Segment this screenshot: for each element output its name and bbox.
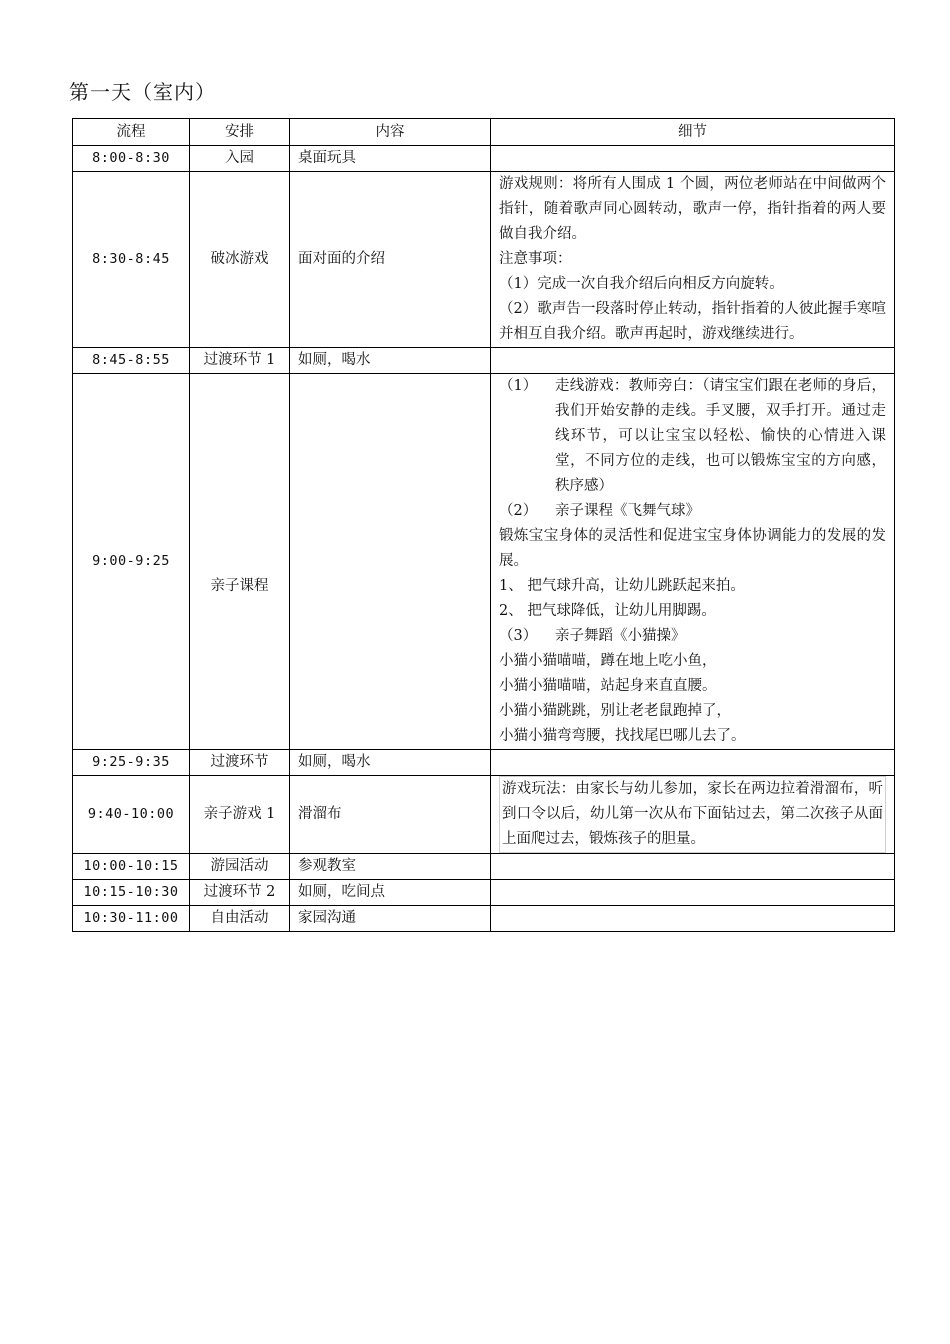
table-row xyxy=(73,906,895,932)
time-cell: 10:30-11:00 xyxy=(73,906,190,932)
table-row xyxy=(73,172,895,348)
arrangement-cell: 过渡环节 1 xyxy=(190,348,290,374)
game-rules: 游戏规则：将所有人围成 1 个圆，两位老师站在中间做两个指针，随着歌声同心圆转动，歌声一停，指针指着的两人要做自我介绍。 xyxy=(499,176,886,242)
details-cell xyxy=(491,750,895,776)
table-row xyxy=(73,348,895,374)
header-process: 流程 xyxy=(73,119,190,146)
time-cell: 9:40-10:00 xyxy=(73,776,190,854)
time-cell: 10:00-10:15 xyxy=(73,854,190,880)
content-cell: 如厕，喝水 xyxy=(290,750,491,776)
item-description: 锻炼宝宝身体的灵活性和促进宝宝身体协调能力的发展的发展。 xyxy=(499,528,886,569)
table-row xyxy=(73,750,895,776)
step-item: 2、 把气球降低，让幼儿用脚踢。 xyxy=(499,603,716,619)
table-row xyxy=(73,146,895,172)
schedule-table xyxy=(72,118,895,932)
header-details: 细节 xyxy=(491,119,895,146)
arrangement-cell: 过渡环节 2 xyxy=(190,880,290,906)
header-row xyxy=(73,119,895,146)
details-cell xyxy=(491,854,895,880)
time-cell: 9:25-9:35 xyxy=(73,750,190,776)
note-item: （1）完成一次自我介绍后向相反方向旋转。 xyxy=(499,276,784,292)
list-item xyxy=(499,374,886,499)
details-cell xyxy=(491,880,895,906)
time-cell: 8:30-8:45 xyxy=(73,172,190,348)
time-cell: 8:45-8:55 xyxy=(73,348,190,374)
time-cell: 10:15-10:30 xyxy=(73,880,190,906)
item-number: （2） xyxy=(499,503,538,519)
content-cell: 面对面的介绍 xyxy=(290,172,491,348)
arrangement-cell: 破冰游戏 xyxy=(190,172,290,348)
page-title: 第一天（室内） xyxy=(69,80,216,104)
details-cell xyxy=(491,776,895,854)
table-row xyxy=(73,374,895,750)
arrangement-cell: 过渡环节 xyxy=(190,750,290,776)
arrangement-cell: 亲子游戏 1 xyxy=(190,776,290,854)
item-text: 亲子课程《飞舞气球》 xyxy=(555,503,700,519)
item-number: （1） xyxy=(499,378,538,394)
time-cell: 8:00-8:30 xyxy=(73,146,190,172)
content-cell: 参观教室 xyxy=(290,854,491,880)
header-arrangement: 安排 xyxy=(190,119,290,146)
table-row xyxy=(73,880,895,906)
game-instructions: 游戏玩法：由家长与幼儿参加，家长在两边拉着滑溜布，听到口令以后，幼儿第一次从布下面钻过去，第二次孩子从面上面爬过去，锻炼孩子的胆量。 xyxy=(499,776,886,853)
content-cell: 家园沟通 xyxy=(290,906,491,932)
table-row xyxy=(73,776,895,854)
content-cell: 如厕，吃间点 xyxy=(290,880,491,906)
details-cell xyxy=(491,374,895,750)
lyric-line: 小猫小猫喵喵，蹲在地上吃小鱼， xyxy=(499,653,717,669)
details-cell xyxy=(491,146,895,172)
content-cell: 如厕，喝水 xyxy=(290,348,491,374)
details-cell xyxy=(491,172,895,348)
step-item: 1、 把气球升高，让幼儿跳跃起来拍。 xyxy=(499,578,745,594)
lyric-line: 小猫小猫弯弯腰，找找尾巴哪儿去了。 xyxy=(499,728,746,744)
item-text: 亲子舞蹈《小猫操》 xyxy=(555,628,686,644)
list-item xyxy=(499,499,886,524)
time-cell: 9:00-9:25 xyxy=(73,374,190,750)
content-cell xyxy=(290,374,491,750)
item-text: 走线游戏：教师旁白：（请宝宝们跟在老师的身后，我们开始安静的走线。手叉腰，双手打开。通过走线环节，可以让宝宝以轻松、愉快的心情进入课堂，不同方位的走线，也可以锻炼宝宝的方向感，秩序感） xyxy=(555,378,886,494)
arrangement-cell: 亲子课程 xyxy=(190,374,290,750)
table-row xyxy=(73,854,895,880)
details-cell xyxy=(491,906,895,932)
arrangement-cell: 自由活动 xyxy=(190,906,290,932)
arrangement-cell: 游园活动 xyxy=(190,854,290,880)
content-cell: 滑溜布 xyxy=(290,776,491,854)
details-cell xyxy=(491,348,895,374)
lyric-line: 小猫小猫喵喵，站起身来直直腰。 xyxy=(499,678,717,694)
notes-heading: 注意事项： xyxy=(499,251,572,267)
list-item xyxy=(499,624,886,649)
header-content: 内容 xyxy=(290,119,491,146)
arrangement-cell: 入园 xyxy=(190,146,290,172)
lyric-line: 小猫小猫跳跳，别让老老鼠跑掉了， xyxy=(499,703,731,719)
content-cell: 桌面玩具 xyxy=(290,146,491,172)
item-number: （3） xyxy=(499,628,538,644)
note-item: （2）歌声告一段落时停止转动，指针指着的人彼此握手寒喧并相互自我介绍。歌声再起时，游戏继续进行。 xyxy=(499,301,886,342)
